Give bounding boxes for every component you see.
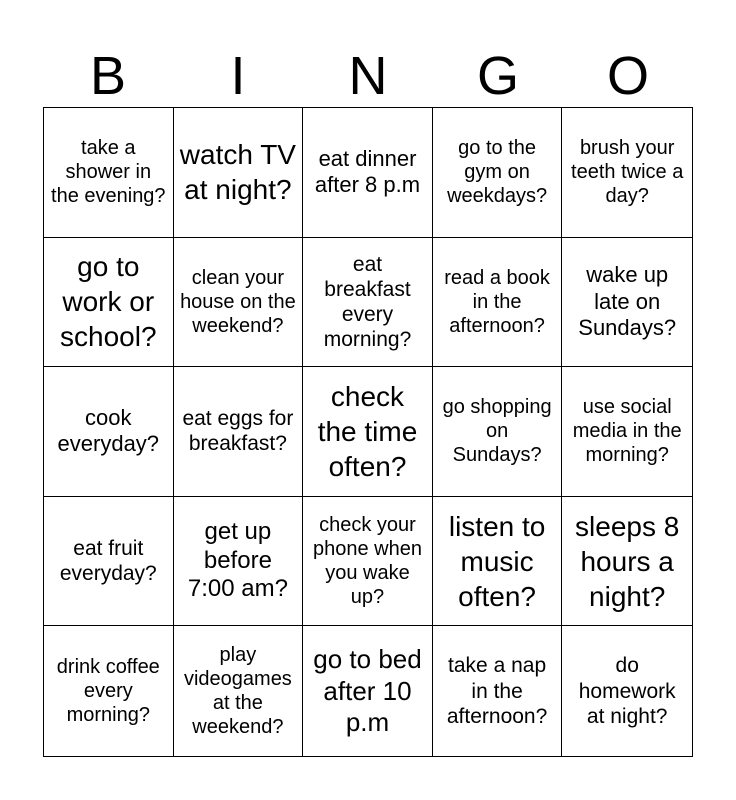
header-letter-n: N xyxy=(348,46,388,106)
bingo-cell-r1-c2[interactable]: watch TV at night? xyxy=(174,108,304,238)
bingo-cell-r3-c2[interactable]: eat eggs for breakfast? xyxy=(174,367,304,497)
header-letter-o: O xyxy=(606,46,649,106)
bingo-cell-r5-c5[interactable]: do homework at night? xyxy=(578,654,676,728)
bingo-cell-r4-c4[interactable]: listen to music often? xyxy=(433,497,563,627)
bingo-cell-r5-c2[interactable]: play videogames at the weekend? xyxy=(174,626,304,756)
bingo-cell-r4-c3[interactable]: check your phone when you wake up? xyxy=(303,497,433,627)
bingo-cell-r5-c4[interactable]: take a nap in the afternoon? xyxy=(433,626,563,756)
bingo-cell-r4-c5[interactable]: sleeps 8 hours a night? xyxy=(562,497,692,627)
bingo-cell-r2-c3[interactable]: eat breakfast every morning? xyxy=(303,238,433,368)
header-letter-i: I xyxy=(230,46,246,106)
bingo-cell-r1-c3[interactable]: eat dinner after 8 p.m xyxy=(303,108,433,238)
bingo-cell-r2-c1[interactable]: go to work or school? xyxy=(44,238,174,368)
bingo-cell-r3-c4[interactable]: go shopping on Sundays? xyxy=(433,367,563,497)
bingo-cell-r3-c3[interactable]: check the time often? xyxy=(303,367,433,497)
header-letter-b: B xyxy=(89,46,127,106)
bingo-cell-r3-c1[interactable]: cook everyday? xyxy=(44,367,174,497)
bingo-cell-r2-c5[interactable]: wake up late on Sundays? xyxy=(562,238,692,368)
header-letter-g: G xyxy=(476,46,519,106)
bingo-cell-r5-c3[interactable]: go to bed after 10 p.m xyxy=(303,626,433,756)
bingo-cell-r2-c2[interactable]: clean your house on the weekend? xyxy=(174,238,304,368)
bingo-cell-r2-c4[interactable]: read a book in the afternoon? xyxy=(433,238,563,368)
bingo-cell-r4-c2[interactable]: get up before 7:00 am? xyxy=(174,497,304,627)
bingo-cell-r5-c1[interactable]: drink coffee every morning? xyxy=(44,626,174,756)
bingo-cell-r3-c5[interactable]: use social media in the morning? xyxy=(562,367,692,497)
bingo-board xyxy=(43,107,693,757)
bingo-cell-r1-c5[interactable]: brush your teeth twice a day? xyxy=(562,108,692,238)
bingo-header xyxy=(43,46,693,106)
bingo-cell-r1-c1[interactable]: take a shower in the evening? xyxy=(44,108,174,238)
bingo-cell-r4-c1[interactable]: eat fruit everyday? xyxy=(44,497,174,627)
bingo-cell-r1-c4[interactable]: go to the gym on weekdays? xyxy=(433,108,563,238)
